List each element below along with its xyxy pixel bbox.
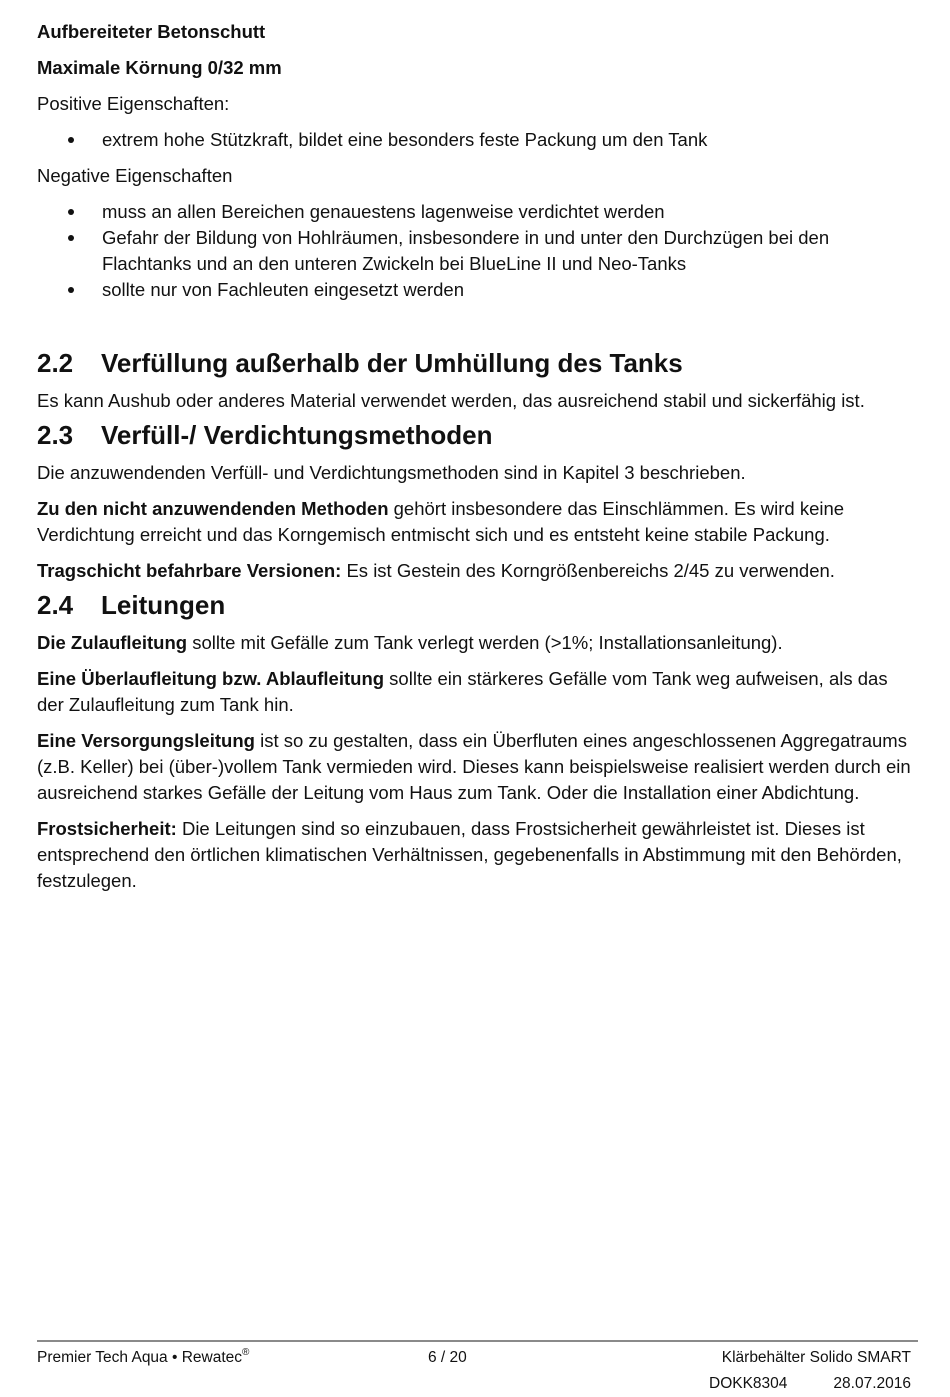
section-number: 2.4 xyxy=(37,590,74,620)
footer-divider xyxy=(37,1340,918,1342)
section-heading-2-3 xyxy=(37,419,917,451)
footer-doc-info xyxy=(709,1374,911,1394)
paragraph: Zu den nicht anzuwendenden Methoden gehört insbesondere das Einschlämmen. Es wird keine Verdichtung erreicht und das Korngemisch entmischt sich und es entsteht keine stabile Packung. xyxy=(37,498,845,545)
section-heading-2-2 xyxy=(37,347,917,379)
negative-list xyxy=(37,199,917,303)
paragraph: Eine Überlaufleitung bzw. Ablaufleitung sollte ein stärkeres Gefälle vom Tank weg aufweisen, als das der Zulaufleitung zum Tank hin. xyxy=(37,668,888,715)
section-heading-2-4 xyxy=(37,589,917,621)
list-item: Gefahr der Bildung von Hohlräumen, insbesondere in und unter den Durchzügen bei den Flachtanks und an den unteren Zwickeln bei BlueLine II und Neo-Tanks xyxy=(37,225,917,277)
bullet-icon xyxy=(68,209,74,215)
paragraph: Frostsicherheit: Die Leitungen sind so einzubauen, dass Frostsicherheit gewährleistet ist. Dieses ist entsprechend den örtlichen klimatischen Verhältnissen, gegebenenfalls in Abstimmung mit den Behörden, festzulegen. xyxy=(37,818,902,891)
bullet-icon xyxy=(68,137,74,143)
footer-doc-number: DOKK8304 xyxy=(709,1375,788,1392)
paragraph: Die Zulaufleitung sollte mit Gefälle zum Tank verlegt werden (>1%; Installationsanleitung). xyxy=(37,632,783,653)
bullet-icon xyxy=(68,287,74,293)
bullet-icon xyxy=(68,235,74,241)
section-title: Verfüll-/ Verdichtungsmethoden xyxy=(101,420,493,450)
positive-label: Positive Eigenschaften: xyxy=(37,93,230,114)
list-item: sollte nur von Fachleuten eingesetzt werden xyxy=(37,277,917,303)
paragraph: Eine Versorgungsleitung ist so zu gestalten, dass ein Überfluten eines angeschlossenen Aggregatraums (z.B. Keller) bei (über-)vollem Tank vermieden wird. Dieses kann beispielsweise realisiert werden durch ein ausreichend starkes Gefälle der Leitung vom Haus zum Tank. Oder die Installation einer Abdichtung. xyxy=(37,730,911,803)
section-title: Verfüllung außerhalb der Umhüllung des Tanks xyxy=(101,348,683,378)
footer-product: Klärbehälter Solido SMART xyxy=(721,1349,911,1366)
material-title: Aufbereiteter Betonschutt xyxy=(37,21,266,42)
list-item: muss an allen Bereichen genauestens lagenweise verdichtet werden xyxy=(37,199,917,225)
section-number: 2.3 xyxy=(37,420,74,450)
list-item: extrem hohe Stützkraft, bildet eine besonders feste Packung um den Tank xyxy=(37,127,917,153)
footer-date: 28.07.2016 xyxy=(833,1375,911,1392)
paragraph: Tragschicht befahrbare Versionen: Es ist Gestein des Korngrößenbereichs 2/45 zu verwenden. xyxy=(37,560,835,581)
section-title: Leitungen xyxy=(101,590,226,620)
negative-label: Negative Eigenschaften xyxy=(37,165,233,186)
page-content xyxy=(37,18,917,894)
grain-size-heading: Maximale Körnung 0/32 mm xyxy=(37,57,282,78)
footer-page-number: 6 / 20 xyxy=(428,1349,467,1366)
positive-list xyxy=(37,127,917,153)
section-number: 2.2 xyxy=(37,348,74,378)
footer-company: Premier Tech Aqua • Rewatec® xyxy=(37,1346,250,1366)
paragraph: Es kann Aushub oder anderes Material verwendet werden, das ausreichend stabil und sickerfähig ist. xyxy=(37,390,865,411)
paragraph: Die anzuwendenden Verfüll- und Verdichtungsmethoden sind in Kapitel 3 beschrieben. xyxy=(37,462,746,483)
